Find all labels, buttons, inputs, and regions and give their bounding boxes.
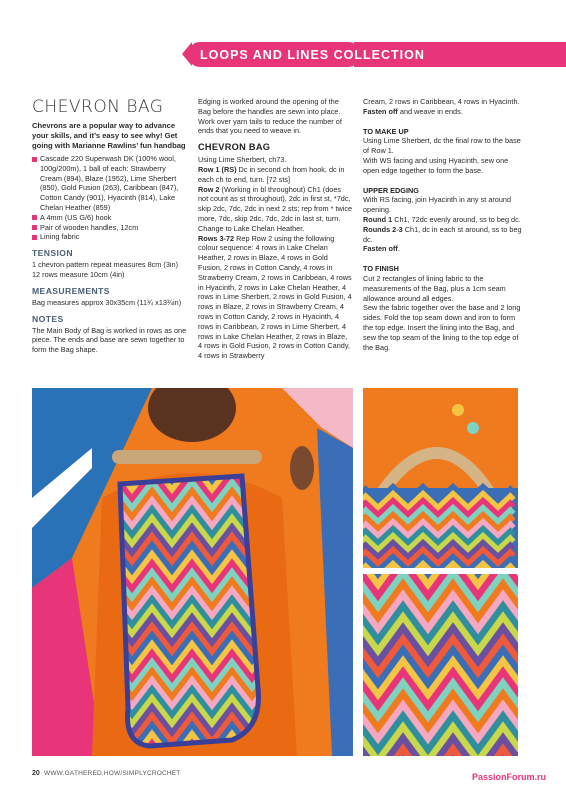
material-item: A 4mm (US G/6) hook xyxy=(32,213,188,223)
upper-edging-text: With RS facing, join Hyacinth in any st around opening. xyxy=(363,195,512,215)
intro-text: Chevrons are a popular way to advance your skills, and it’s easy to see why! Get going with Marianne Rawlins’ fun handbag xyxy=(32,121,186,150)
rounds-2-3-instruction xyxy=(363,225,523,245)
bag-photo-handles xyxy=(363,388,518,568)
rows-3-72-instruction xyxy=(198,234,353,361)
fasten-off-line xyxy=(363,244,523,254)
pattern-title: CHEVRON BAG xyxy=(32,97,164,117)
row-2-instruction xyxy=(198,185,353,234)
continued-text: Cream, 2 rows in Caribbean, 4 rows in Hyacinth. xyxy=(363,97,520,106)
bag-photo-texture-illustration xyxy=(363,574,518,756)
page-number: 20 xyxy=(32,770,40,777)
measurements-heading: MEASUREMENTS xyxy=(32,285,110,296)
tension-line: 12 rows measure 10cm (4in) xyxy=(32,269,125,279)
column-3 xyxy=(363,97,523,352)
round-1-instruction xyxy=(363,215,523,225)
rows-3-72-text: Rep Row 2 using the following colour sequence: 4 rows in Lake Chelan Heather, 2 rows in Blaze, 4 rows in Gold Fusion, 2 rows in Cotton Candy, 4 rows in Strawberry Cream, 2 rows in Caribbean, 4 rows in Hyacinth, 2 rows in Lake Chelan Heather, 4 rows in Lime Sherbert, 2 rows in Gold Fusion, 4 rows in Blaze, 2 rows in Strawberry Cream, 4 rows in Cotton Candy, 2 rows in Hyacinth, 4 rows in Caribbean, 2 rows in Lime Sherbert, 4 rows in Lake Chelan Heather, 2 rows in Blaze, 4 rows in Gold Fusion, 2 rows in Cotton Candy, 4 rows in Strawberry xyxy=(198,233,352,361)
notes-heading: NOTES xyxy=(32,313,64,324)
rows-3-72-label: Rows 3-72 xyxy=(198,233,235,243)
chevron-bag-heading: CHEVRON BAG xyxy=(198,142,271,153)
fasten-off-label: Fasten off xyxy=(363,106,398,116)
make-up-heading: TO MAKE UP xyxy=(363,126,409,136)
fasten-off-line xyxy=(363,107,523,117)
make-up-text: Using Lime Sherbert, dc the final row to the base of Row 1. xyxy=(363,136,521,156)
row-1-text: Dc in second ch from hook, dc in each ch to end, turn. [72 sts] xyxy=(198,164,345,184)
column-1 xyxy=(32,97,188,355)
rounds-2-3-label: Rounds 2-3 xyxy=(363,224,403,234)
bag-photo-texture xyxy=(363,574,518,756)
bag-photo-main xyxy=(32,388,353,756)
rounds-2-3-text: Ch1, dc in each st around, ss to beg dc. xyxy=(363,224,522,244)
finish-text: Cut 2 rectangles of lining fabric to the measurements of the Bag, plus a 1cm seam allowance around all edges. xyxy=(363,273,506,303)
material-item: Cascade 220 Superwash DK (100% wool, 100g/200m), 1 ball of each: Strawberry Cream (894), Blaze (1952), Lime Sherbert (850), Gold Fusion (263), Caribbean (847), Cotton Candy (901), Hyacinth (814), Lake Chelan Heather (859) xyxy=(32,154,188,213)
row-1-instruction xyxy=(198,165,353,185)
using-text: Using Lime Sherbert, ch73. xyxy=(198,155,287,165)
notes-text: The Main Body of Bag is worked in rows as one piece. The ends and base are sewn together to form the Bag shape. xyxy=(32,325,187,355)
row-2-label: Row 2 xyxy=(198,184,220,194)
row-1-label: Row 1 (RS) xyxy=(198,164,237,174)
section-banner-title: LOOPS AND LINES COLLECTION xyxy=(200,48,425,62)
round-1-text: Ch1, 72dc evenly around, ss to beg dc. xyxy=(392,214,521,224)
tension-heading: TENSION xyxy=(32,248,73,259)
materials-list xyxy=(32,154,188,242)
footer-url[interactable]: WWW.GATHERED.HOW/SIMPLYCROCHET xyxy=(44,770,181,777)
tension-line: 1 chevron pattern repeat measures 8cm (3in) xyxy=(32,260,179,270)
upper-edging-heading: UPPER EDGING xyxy=(363,185,419,195)
bag-photo-main-illustration xyxy=(32,388,353,756)
round-1-label: Round 1 xyxy=(363,214,393,224)
material-item: Lining fabric xyxy=(32,232,188,242)
to-finish-heading: TO FINISH xyxy=(363,264,399,274)
make-up-text: With WS facing and using Hyacinth, sew one open edge together to form the base. xyxy=(363,155,509,175)
material-item: Pair of wooden handles, 12cm xyxy=(32,223,188,233)
fasten-off-text: . xyxy=(397,244,400,254)
fasten-off-label: Fasten off xyxy=(363,244,398,254)
watermark: PassionForum.ru xyxy=(471,772,546,782)
fasten-off-text: and weave in ends. xyxy=(397,106,463,116)
column-2 xyxy=(198,97,353,361)
edging-note: Edging is worked around the opening of the Bag before the handles are sewn into place. Work over yarn tails to reduce the number of ends that you need to weave in. xyxy=(198,97,342,136)
measurements-text: Bag measures approx 30x35cm (11¾ x13¾in) xyxy=(32,297,182,307)
bag-photo-handles-illustration xyxy=(363,388,518,568)
finish-text: Sew the fabric together over the base and 2 long sides. Fold the top seam down and iron to form the top edge. Insert the lining into the Bag, and sew the top seam of the lining to the top edge of the Bag. xyxy=(363,303,521,352)
row-2-text: (Working in bl throughout) Ch1 (does not count as st throughout), 2dc in first st, *7dc, skip 2dc, 7dc, 2dc in next 2 sts; rep from * twice more, 7dc, skip 2dc, 7dc, 2dc in last st, turn. Change to Lake Chelan Heather. xyxy=(198,184,353,233)
